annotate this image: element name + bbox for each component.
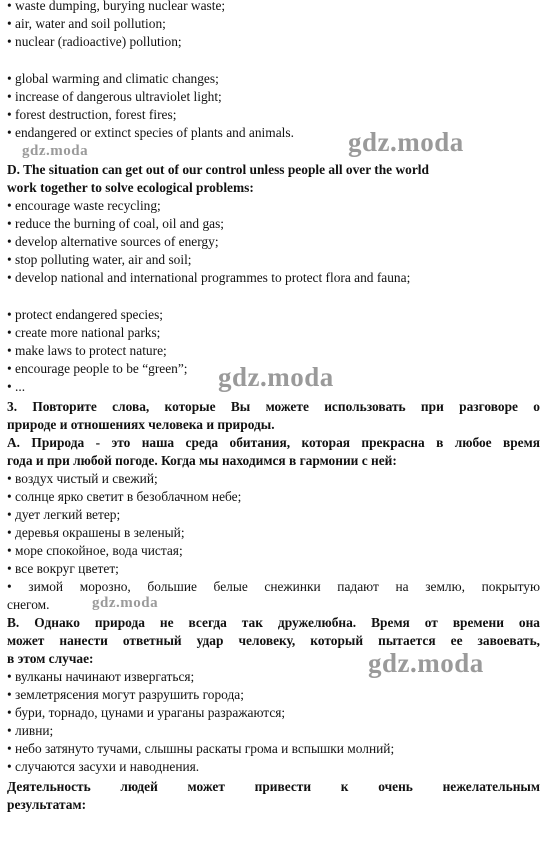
paragraph: Деятельность людей может привести к очень нежелательным [7,779,540,794]
list-item: • encourage waste recycling; [7,198,161,213]
list-item: • деревья окрашены в зеленый; [7,525,185,540]
section-heading: А. Природа - это наша среда обитания, которая прекрасна в любое время [7,435,540,450]
list-item: • вулканы начинают извергаться; [7,669,195,684]
list-item: • ... [7,379,26,394]
list-item: • develop alternative sources of energy; [7,234,219,249]
list-item: • nuclear (radioactive) pollution; [7,34,182,49]
exercise-heading: 3. Повторите слова, которые Вы можете использовать при разговоре о [7,399,540,414]
list-item: • endangered or extinct species of plants and animals. [7,125,294,140]
section-heading: в этом случае: [7,651,94,666]
list-item: • море спокойное, вода чистая; [7,543,183,558]
list-item: • землетрясения могут разрушить города; [7,687,244,702]
list-item: • protect endangered species; [7,307,164,322]
list-item: • develop national and international programmes to protect flora and fauna; [7,270,411,285]
section-heading: В. Однако природа не всегда так дружелюбна. Время от времени она [7,615,540,630]
section-heading: года и при любой погоде. Когда мы находимся в гармонии с ней: [7,453,397,468]
list-item: • бури, торнадо, цунами и ураганы разражаются; [7,705,286,720]
list-item: • forest destruction, forest fires; [7,107,177,122]
watermark: gdz.moda [218,362,334,392]
list-item: • make laws to protect nature; [7,343,167,358]
list-item: • air, water and soil pollution; [7,16,166,31]
list-item: • все вокруг цветет; [7,561,119,576]
list-item: • случаются засухи и наводнения. [7,759,200,774]
watermark: gdz.moda [368,648,484,678]
list-item: снегом. [7,597,50,612]
paragraph: результатам: [7,797,87,812]
list-item: • солнце ярко светит в безоблачном небе; [7,489,242,504]
list-item: • воздух чистый и свежий; [7,471,158,486]
list-item: • stop polluting water, air and soil; [7,252,192,267]
list-item: • increase of dangerous ultraviolet light; [7,89,222,104]
watermark: gdz.moda [22,143,89,159]
list-item: • create more national parks; [7,325,161,340]
section-heading: может нанести ответный удар человеку, который пытается ее завоевать, [7,633,540,648]
section-heading: D. The situation can get out of our control unless people all over the world [7,162,429,177]
list-item: • reduce the burning of coal, oil and gas; [7,216,225,231]
list-item: • encourage people to be “green”; [7,361,188,376]
list-item: • ливни; [7,723,54,738]
list-item: • зимой морозно, большие белые снежинки падают на землю, покрытую [7,579,540,594]
section-heading: work together to solve ecological problems: [7,180,254,195]
list-item: • global warming and climatic changes; [7,71,219,86]
watermark: gdz.moda [348,127,464,157]
list-item: • дует легкий ветер; [7,507,121,522]
exercise-heading: природе и отношениях человека и природы. [7,417,275,432]
list-item: • waste dumping, burying nuclear waste; [7,0,226,13]
list-item: • небо затянуто тучами, слышны раскаты грома и вспышки молний; [7,741,395,756]
watermark: gdz.moda [92,595,159,611]
